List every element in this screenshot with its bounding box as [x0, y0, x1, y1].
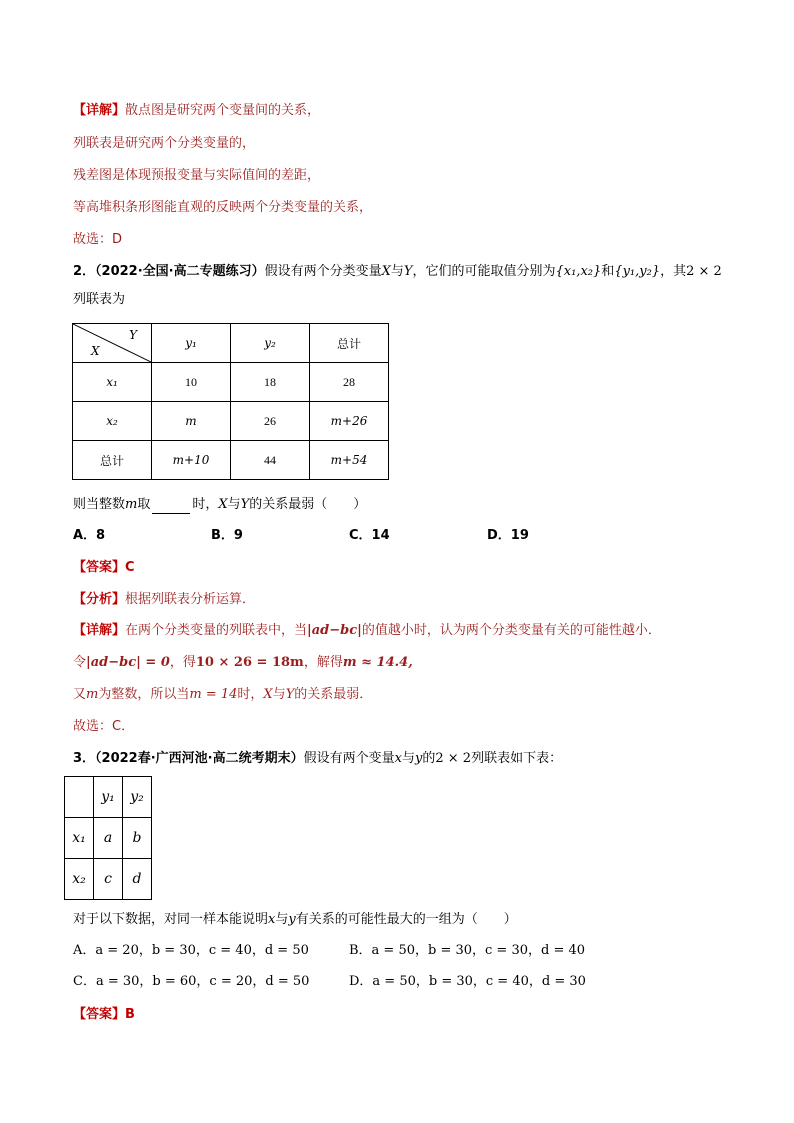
- table-header: 总计: [310, 324, 389, 363]
- q2-ask: [73, 496, 366, 514]
- answer-tag: 【答案】: [73, 560, 126, 575]
- diagonal-line: [73, 324, 151, 362]
- q2-ask-b: 取: [137, 497, 151, 512]
- option-a: A．8: [73, 528, 106, 543]
- table-row: [73, 363, 389, 402]
- q3-stem-text-c: 列联表如下表：: [471, 751, 563, 766]
- table-corner-cell: [73, 324, 152, 363]
- table-cell: m+10: [152, 441, 231, 480]
- detail-text: 的关系最弱．: [294, 687, 373, 702]
- q3-options-row-2: [73, 973, 586, 991]
- detail-tag: 【详解】: [73, 103, 126, 118]
- set-y: {y₁,y₂}: [614, 264, 661, 279]
- detail-line-3: 残差图是体现预报变量与实际值间的差距，: [73, 168, 321, 183]
- option-b: B．a = 50，b = 30，c = 30，d = 40: [349, 943, 586, 958]
- var-m: m: [125, 497, 138, 512]
- q2-answer: [73, 559, 135, 577]
- two-by-two: 2 × 2: [435, 751, 472, 766]
- q3-source: （2022春·广西河池·高二统考期末）: [95, 751, 304, 766]
- q3-stem: [73, 750, 562, 768]
- option-d: D．19: [487, 528, 529, 543]
- set-x: {x₁,x₂}: [555, 264, 602, 279]
- q3-stem-text: 假设有两个变量: [303, 751, 395, 766]
- q2-conj: 与: [272, 687, 286, 702]
- table-row: [73, 441, 389, 480]
- table-cell: 28: [310, 363, 389, 402]
- var-Y: Y: [240, 497, 250, 512]
- q2-detail-line-3: [73, 686, 372, 704]
- analysis-text: 根据列联表分析运算．: [125, 592, 256, 607]
- option-c: C．14: [349, 528, 390, 543]
- var-X: X: [263, 687, 273, 702]
- table-row: [73, 324, 389, 363]
- detail-text: 为整数，所以当: [98, 687, 190, 702]
- table-header: y₂: [231, 324, 310, 363]
- q2-conj-he: 和: [601, 264, 615, 279]
- option-b: B．9: [211, 528, 243, 543]
- analysis-tag: 【分析】: [73, 592, 126, 607]
- var-Y: Y: [285, 687, 295, 702]
- q2-stem: [73, 263, 722, 281]
- table-cell: x₂: [73, 402, 152, 441]
- q2-ask-d: 的关系最弱（ ）: [249, 497, 367, 512]
- detail-text: 散点图是研究两个变量间的关系，: [125, 103, 321, 118]
- table-cell: 10: [152, 363, 231, 402]
- corner-x-label: X: [91, 344, 100, 358]
- var-Y: Y: [403, 264, 413, 279]
- answer-value: C: [125, 560, 135, 575]
- table-cell: m+54: [310, 441, 389, 480]
- table-cell: 26: [231, 402, 310, 441]
- detail-text: 的值越小时，认为两个分类变量有关的可能性越小．: [361, 623, 661, 638]
- option-d: D．a = 50，b = 30，c = 40，d = 30: [349, 974, 586, 989]
- table-row: [65, 777, 152, 818]
- table-cell: 44: [231, 441, 310, 480]
- var-y: y: [414, 751, 423, 766]
- two-by-two: 2 × 2: [686, 264, 722, 279]
- detail-line-1: [73, 102, 320, 120]
- q2-detail-line-2: [73, 654, 413, 672]
- detail-text: ，得: [169, 655, 196, 670]
- q2-detail-line-4: 故选：C．: [73, 719, 135, 734]
- table-header: [65, 777, 94, 818]
- q2-stem-text: 假设有两个分类变量: [264, 264, 382, 279]
- q2-source: （2022·全国·高二专题练习）: [95, 264, 265, 279]
- q3-conj: 与: [275, 912, 289, 927]
- detail-line-2: 列联表是研究两个分类变量的，: [73, 136, 256, 151]
- option-a: A．a = 20，b = 30，c = 40，d = 50: [73, 943, 309, 958]
- table-cell: 总计: [73, 441, 152, 480]
- var-m: m: [86, 687, 99, 702]
- contingency-table-q3: [64, 776, 152, 900]
- table-cell: c: [94, 859, 123, 900]
- detail-line-4: 等高堆积条形图能直观的反映两个分类变量的关系，: [73, 200, 373, 215]
- answer-blank: [152, 499, 190, 514]
- var-x: x: [394, 751, 402, 766]
- q2-stem-text-c: ，其: [660, 264, 687, 279]
- table-cell: m+26: [310, 402, 389, 441]
- q2-conj: 与: [227, 497, 241, 512]
- q3-conj: 与: [401, 751, 415, 766]
- table-cell: x₁: [73, 363, 152, 402]
- table-header: y₁: [94, 777, 123, 818]
- q3-ask-a: 对于以下数据，对同一样本能说明: [73, 912, 269, 927]
- contingency-table-q2: [72, 323, 389, 480]
- detail-line-5: 故选：D: [73, 232, 123, 247]
- detail-tag: 【详解】: [73, 623, 126, 638]
- table-row: [65, 859, 152, 900]
- expr-abs: |ad−bc|: [307, 623, 362, 638]
- table-cell: a: [94, 818, 123, 859]
- table-cell: m: [152, 402, 231, 441]
- expr: |ad−bc| = 0: [86, 655, 170, 670]
- expr: m = 14: [189, 687, 238, 702]
- q3-ask: [73, 911, 517, 929]
- q3-stem-text-b: 的: [422, 751, 436, 766]
- q2-options: [73, 527, 529, 545]
- table-row: [65, 818, 152, 859]
- table-cell: b: [123, 818, 152, 859]
- table-header: y₂: [123, 777, 152, 818]
- q2-number: 2．: [73, 264, 96, 279]
- q2-ask-a: 则当整数: [73, 497, 126, 512]
- detail-text: 又: [73, 687, 87, 702]
- detail-text: 令: [73, 655, 87, 670]
- option-c: C．a = 30，b = 60，c = 20，d = 50: [73, 974, 310, 989]
- q3-answer: [73, 1006, 135, 1024]
- expr: 10 × 26 = 18m: [195, 655, 304, 670]
- detail-text: 在两个分类变量的列联表中，当: [125, 623, 308, 638]
- var-x: x: [268, 912, 276, 927]
- table-cell: d: [123, 859, 152, 900]
- var-y: y: [288, 912, 296, 927]
- q3-ask-b: 有关系的可能性最大的一组为（ ）: [295, 912, 517, 927]
- q3-options-row-1: [73, 942, 585, 960]
- q2-detail-line-1: [73, 622, 661, 640]
- q2-conj: 与: [390, 264, 404, 279]
- answer-tag: 【答案】: [73, 1007, 126, 1022]
- var-X: X: [218, 497, 228, 512]
- var-X: X: [381, 264, 391, 279]
- q2-stem-text-b: ，它们的可能取值分别为: [412, 264, 556, 279]
- detail-text: 时，: [237, 687, 264, 702]
- detail-text: ，解得: [303, 655, 343, 670]
- table-row: [73, 402, 389, 441]
- table-header: y₁: [152, 324, 231, 363]
- expr: m ≈ 14.4,: [342, 655, 413, 670]
- corner-y-label: Y: [129, 328, 137, 342]
- q2-analysis: [73, 591, 255, 609]
- answer-value: B: [125, 1007, 135, 1022]
- table-cell: 18: [231, 363, 310, 402]
- q2-stem-line2: 列联表为: [73, 292, 126, 307]
- table-cell: x₂: [65, 859, 94, 900]
- q2-ask-c: 时，: [192, 497, 219, 512]
- q3-number: 3．: [73, 751, 96, 766]
- table-cell: x₁: [65, 818, 94, 859]
